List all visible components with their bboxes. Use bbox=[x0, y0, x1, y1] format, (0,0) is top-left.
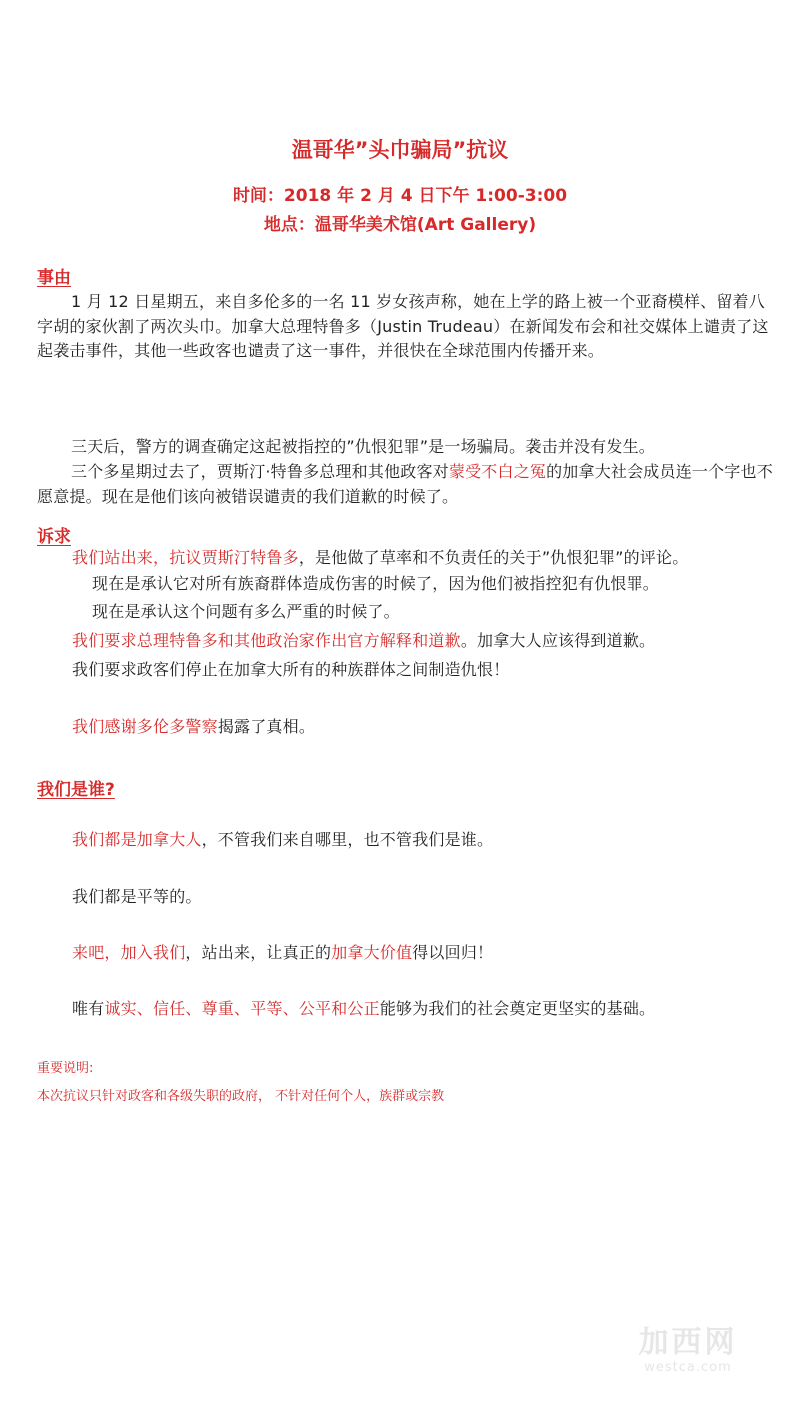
who-1-highlight: 我们都是加拿大人 bbox=[72, 830, 202, 849]
who-line-3 bbox=[72, 942, 493, 964]
demand-4-text: 。加拿大人应该得到道歉。 bbox=[460, 631, 656, 650]
demand-1-highlight: 我们站出来，抗议贾斯汀特鲁多 bbox=[72, 548, 299, 567]
demand-line-2: 现在是承认它对所有族裔群体造成伤害的时候了，因为他们被指控犯有仇恨罪。 bbox=[92, 574, 660, 593]
watermark-cn: 加西网 bbox=[638, 1325, 738, 1360]
who-4-highlight: 诚实、信任、尊重、平等、公平和公正 bbox=[104, 999, 380, 1018]
demand-4-highlight: 我们要求总理特鲁多和其他政治家作出官方解释和道歉 bbox=[72, 631, 461, 650]
who-line-1 bbox=[72, 829, 493, 851]
demand-line-5: 我们要求政客们停止在加拿大所有的种族群体之间制造仇恨！ bbox=[72, 660, 510, 679]
who-line-4 bbox=[72, 998, 655, 1020]
who-3-text-2: 得以回归！ bbox=[412, 943, 494, 962]
demand-line-3: 现在是承认这个问题有多么严重的时候了。 bbox=[92, 602, 400, 621]
demands-heading: 诉求 bbox=[37, 527, 71, 547]
reason-paragraph-1: 1 月 12 日星期五，来自多伦多的一名 11 岁女孩声称，她在上学的路上被一个亚裔模样、留着八字胡的家伙割了两次头巾。加拿大总理特鲁多（Justin Trudeau）在新闻发布会和社交媒体上谴责了这起袭击事件，其他一些政客也谴责了这一事件，并很快在全球范围内传播开来。 bbox=[37, 292, 769, 360]
watermark-en: westca.com bbox=[644, 1360, 732, 1375]
who-3-highlight-2: 加拿大价值 bbox=[331, 943, 413, 962]
who-4-text-2: 能够为我们的社会奠定更坚实的基础。 bbox=[379, 999, 656, 1018]
thanks-line bbox=[72, 716, 315, 738]
reason-p3-part-b: 的加拿大社会成员连一个字也不愿意提。现在是他们该向被错误谴责的我们道歉的时候了。 bbox=[37, 462, 773, 506]
who-heading: 我们是谁? bbox=[37, 780, 115, 800]
note-label: 重要说明: bbox=[37, 1061, 94, 1076]
event-location: 地点：温哥华美术馆(Art Gallery) bbox=[263, 215, 537, 235]
demand-line-4 bbox=[72, 630, 655, 652]
page-title: 温哥华”头巾骗局”抗议 bbox=[291, 138, 509, 162]
who-line-2: 我们都是平等的。 bbox=[72, 887, 202, 906]
who-3-text-1: ，站出来，让真正的 bbox=[185, 943, 332, 962]
who-1-text: ，不管我们来自哪里，也不管我们是谁。 bbox=[201, 830, 494, 849]
event-time: 时间：2018 年 2 月 4 日下午 1:00-3:00 bbox=[232, 186, 568, 206]
thanks-text: 揭露了真相。 bbox=[217, 717, 316, 736]
who-4-text-1: 唯有 bbox=[72, 999, 105, 1018]
watermark-logo bbox=[618, 1326, 758, 1376]
who-3-highlight-1: 来吧，加入我们 bbox=[72, 943, 186, 962]
reason-paragraph-3 bbox=[37, 460, 777, 509]
reason-heading: 事由 bbox=[37, 268, 71, 288]
note-text: 本次抗议只针对政客和各级失职的政府， 不针对任何个人，族群或宗教 bbox=[37, 1089, 445, 1104]
reason-p3-highlight: 蒙受不白之冤 bbox=[448, 462, 547, 481]
thanks-highlight: 我们感谢多伦多警察 bbox=[72, 717, 218, 736]
reason-paragraph-2: 三天后，警方的调查确定这起被指控的”仇恨犯罪”是一场骗局。袭击并没有发生。 bbox=[71, 437, 655, 456]
demand-1-text: ，是他做了草率和不负责任的关于”仇恨犯罪”的评论。 bbox=[298, 548, 689, 567]
demand-line-1 bbox=[72, 547, 688, 569]
reason-p3-part-a: 三个多星期过去了，贾斯汀·特鲁多总理和其他政客对 bbox=[71, 462, 449, 481]
